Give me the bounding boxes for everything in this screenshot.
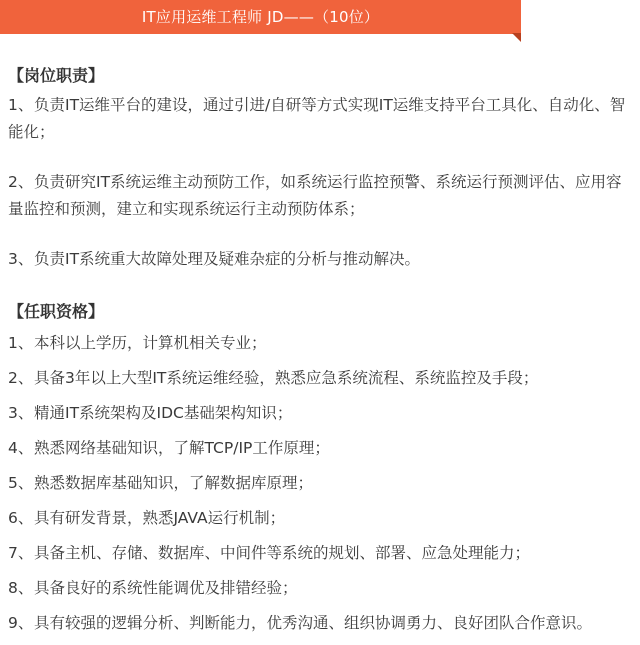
responsibilities-heading: 【岗位职责】: [8, 66, 105, 85]
item-text: 熟悉网络基础知识，了解TCP/IP工作原理；: [34, 439, 330, 457]
responsibility-item: [8, 169, 636, 223]
item-text: 具有研发背景，熟悉JAVA运行机制；: [34, 509, 286, 527]
item-text: 具有较强的逻辑分析、判断能力，优秀沟通、组织协调勇力、良好团队合作意识。: [34, 614, 593, 632]
item-text: 负责IT运维平台的建设，通过引进/自研等方式实现IT运维支持平台工具化、自动化、智能化；: [8, 96, 626, 141]
requirement-item: [8, 330, 636, 357]
requirements-heading: 【任职资格】: [8, 302, 105, 321]
item-number: 7、: [8, 544, 34, 562]
item-number: 8、: [8, 579, 34, 597]
item-number: 5、: [8, 474, 34, 492]
item-text: 负责研究IT系统运维主动预防工作，如系统运行监控预警、系统运行预测评估、应用容量监控和预测，建立和实现系统运行主动预防体系；: [8, 173, 622, 218]
responsibilities-list: [8, 92, 636, 273]
item-number: 2、: [8, 369, 34, 387]
job-title: IT应用运维工程师 JD——（10位）: [141, 8, 380, 26]
item-number: 3、: [8, 250, 34, 268]
item-number: 9、: [8, 614, 34, 632]
requirement-item: [8, 505, 636, 532]
item-text: 具备3年以上大型IT系统运维经验，熟悉应急系统流程、系统监控及手段；: [34, 369, 539, 387]
item-text: 具备主机、存储、数据库、中间件等系统的规划、部署、应急处理能力；: [34, 544, 531, 562]
item-number: 2、: [8, 173, 34, 191]
item-number: 1、: [8, 334, 34, 352]
requirement-item: [8, 400, 636, 427]
responsibility-item: [8, 92, 636, 146]
item-number: 1、: [8, 96, 34, 114]
requirement-item: [8, 365, 636, 392]
requirement-item: [8, 575, 636, 602]
requirement-item: [8, 470, 636, 497]
requirement-item: [8, 540, 636, 567]
item-text: 熟悉数据库基础知识，了解数据库原理；: [34, 474, 314, 492]
requirements-list: [8, 330, 636, 637]
item-text: 具备良好的系统性能调优及排错经验；: [34, 579, 298, 597]
item-text: 本科以上学历，计算机相关专业；: [34, 334, 267, 352]
item-number: 6、: [8, 509, 34, 527]
item-text: 精通IT系统架构及IDC基础架构知识；: [34, 404, 293, 422]
responsibility-item: [8, 246, 636, 273]
job-title-banner: [0, 0, 521, 34]
requirement-item: [8, 435, 636, 462]
item-number: 4、: [8, 439, 34, 457]
requirement-item: [8, 610, 636, 637]
item-text: 负责IT系统重大故障处理及疑难杂症的分析与推动解决。: [34, 250, 421, 268]
job-description: [8, 64, 636, 645]
item-number: 3、: [8, 404, 34, 422]
banner-fold: [512, 33, 521, 42]
